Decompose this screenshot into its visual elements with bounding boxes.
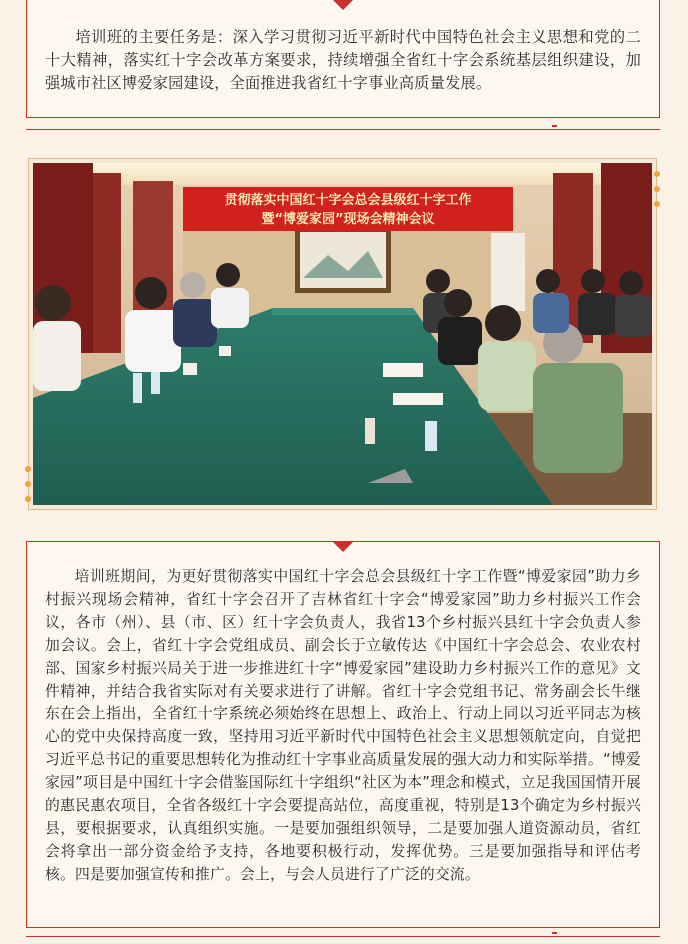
divider-line — [26, 936, 660, 937]
banner-line-1: 贯彻落实中国红十字会总会县级红十字工作 — [224, 193, 472, 208]
divider-accent — [552, 932, 557, 934]
body-panel — [26, 541, 660, 928]
decor-dot — [654, 171, 660, 177]
intro-paragraph: 培训班的主要任务是：深入学习贯彻习近平新时代中国特色社会主义思想和党的二十大精神，落实红十字会改革方案要求，持续增强全省红十字会系统基层组织建设，加强城市社区博爱家园建设，全面推进我省红十字事业高质量发展。 — [45, 28, 641, 92]
decor-dot — [25, 466, 31, 472]
meeting-photo — [33, 163, 652, 505]
decor-dot — [25, 481, 31, 487]
decor-dot — [654, 201, 660, 207]
meeting-photo-illustration — [33, 163, 652, 505]
panel-triangle-marker — [332, 0, 354, 10]
body-paragraph: 培训班期间，为更好贯彻落实中国红十字会总会县级红十字工作暨“博爱家园”助力乡村振兴现场会精神，省红十字会召开了吉林省红十字会“博爱家园”助力乡村振兴工作会议，各市（州）、县（市、区）红十字会负责人，我省13个乡村振兴县红十字会负责人参加会议。会上，省红十字会党组成员、副会长于立敏传达《中国红十字会总会、农业农村部、国家乡村振兴局关于进一步推进红十字“博爱家园”建设助力乡村振兴工作的意见》文件精神，并结合我省实际对有关要求进行了讲解。省红十字会党组书记、常务副会长牛继东在会上指出，全省红十字系统必须始终在思想上、政治上、行动上同以习近平同志为核心的党中央保持高度一致，坚持用习近平新时代中国特色社会主义思想领航定向，自觉把习近平总书记的重要思想转化为推动红十字事业高质量发展的强大动力和实际举措。“博爱家园”项目是中国红十字会借鉴国际红十字组织“社区为本”理念和模式，立足我国国情开展的惠民惠农项目，全省各级红十字会要提高站位，高度重视，特别是13个确定为乡村振兴县，要根据要求，认真组织实施。一是要加强组织领导，二是要加强人道资源动员，省红会将拿出一部分资金给予支持，各地要积极行动，发挥优势。三是要加强指导和评估考核。四是要加强宣传和推广。会上，与会人员进行了广泛的交流。 — [45, 568, 641, 883]
divider-accent — [552, 125, 557, 127]
decor-dot — [25, 496, 31, 502]
photo-frame — [28, 158, 657, 510]
intro-panel — [26, 0, 660, 118]
divider-line — [26, 129, 660, 130]
decor-dot — [654, 186, 660, 192]
panel-triangle-marker — [332, 541, 354, 552]
banner-line-2: 暨“博爱家园”现场会精神会议 — [261, 212, 435, 227]
